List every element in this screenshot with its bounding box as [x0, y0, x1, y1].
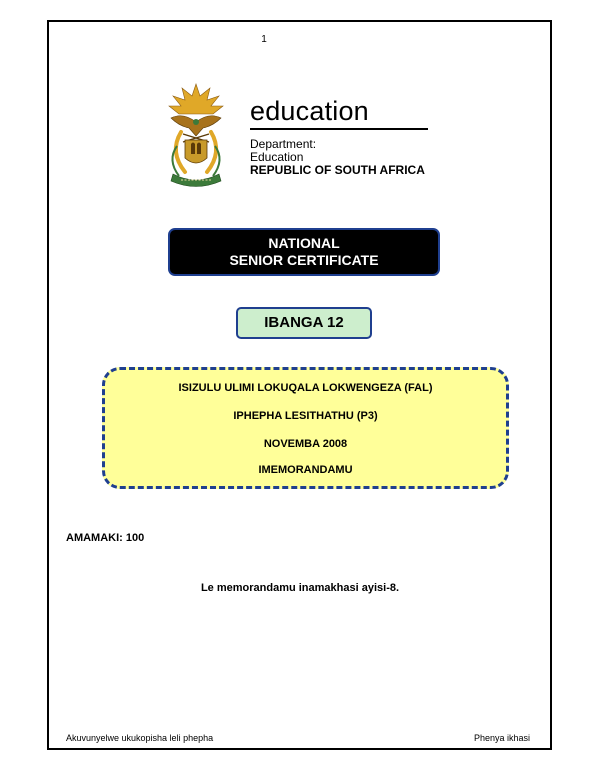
grade-badge: IBANGA 12: [236, 307, 372, 339]
certificate-line-1: NATIONAL: [268, 235, 340, 251]
certificate-title-box: [168, 228, 440, 276]
country-name: REPUBLIC OF SOUTH AFRICA: [250, 163, 425, 177]
document-type: IMEMORANDAMU: [258, 464, 353, 476]
page-count-note: Le memorandamu inamakhasi ayisi-8.: [200, 582, 400, 594]
department-name: Education: [250, 150, 304, 164]
coat-of-arms-icon: [155, 82, 237, 190]
page-number: 1: [261, 34, 267, 45]
paper-number: IPHEPHA LESITHATHU (P3): [233, 410, 378, 422]
exam-date: NOVEMBA 2008: [263, 438, 348, 450]
department-label: Department:: [250, 137, 317, 151]
subject-box: [102, 367, 509, 489]
copyright-notice: Akuvunyelwe ukukopisha leli phepha: [66, 733, 214, 743]
certificate-line-2: SENIOR CERTIFICATE: [229, 252, 379, 268]
subject-title: ISIZULU ULIMI LOKUQALA LOKWENGEZA (FAL): [178, 382, 433, 394]
logo-wordmark: education: [250, 96, 369, 126]
turn-page-note: Phenya ikhasi: [474, 733, 531, 743]
total-marks: AMAMAKI: 100: [66, 532, 145, 544]
logo-underline: [250, 128, 428, 130]
